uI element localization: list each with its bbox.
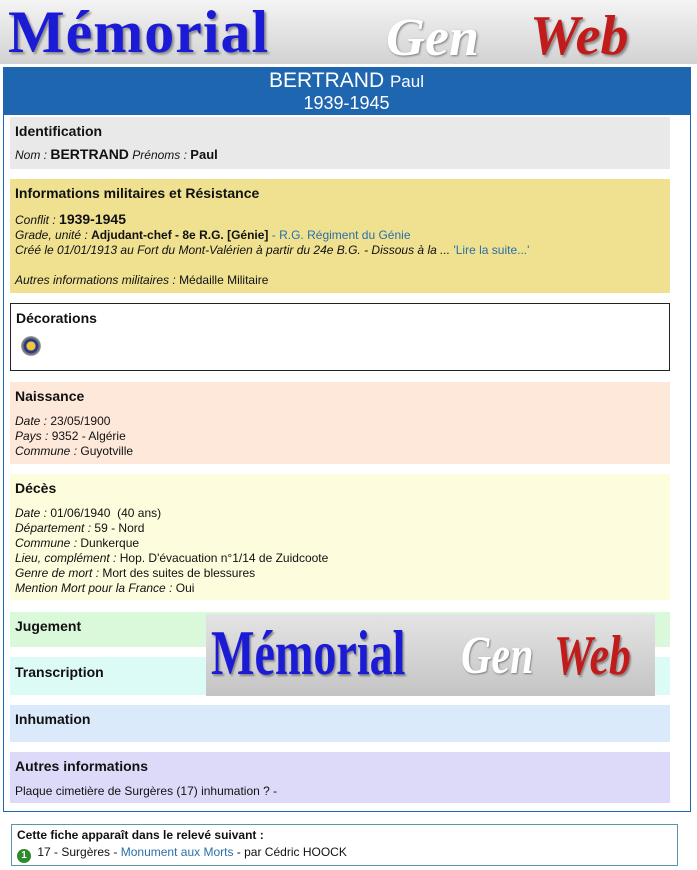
other-info-section: [10, 752, 670, 803]
birth-country-value: 9352 - Algérie: [51, 429, 126, 443]
grade-label: Grade, unité :: [15, 228, 88, 242]
mpf-line: [15, 581, 194, 595]
person-name: [3, 69, 690, 93]
conflit-line: [15, 211, 126, 227]
medal-icon[interactable]: [21, 336, 41, 356]
logo-text-memorial: Mémorial: [8, 0, 270, 64]
conflit-value: 1939-1945: [59, 211, 126, 227]
death-department-value: 59 - Nord: [94, 521, 145, 535]
conflict-period: 1939-1945: [303, 93, 390, 113]
monument-link[interactable]: Monument aux Morts: [120, 845, 234, 859]
death-commune-label: Commune :: [15, 536, 78, 550]
grade-value: Adjudant-chef - 8e R.G. [Génie]: [91, 228, 269, 242]
autres-mil-value: Médaille Militaire: [179, 273, 269, 287]
death-type-line: [15, 566, 255, 580]
section-title: Informations militaires et Résistance: [15, 185, 260, 201]
death-type-value: Mort des suites de blessures: [102, 566, 256, 580]
survey-location: 17 - Surgères -: [37, 845, 118, 859]
birth-date-label: Date :: [15, 414, 48, 428]
logo-text-gen: Gen: [461, 625, 534, 685]
mpf-value: Oui: [175, 581, 195, 595]
person-last-name: BERTRAND: [268, 69, 385, 92]
death-place-label: Lieu, complément :: [15, 551, 117, 565]
logo-text-memorial: Mémorial: [211, 617, 406, 688]
nom-value: BERTRAND: [50, 146, 129, 162]
record-title-bar: [3, 67, 690, 115]
unit-description: Créé le 01/01/1913 au Fort du Mont-Valérien à partir du 24e B.G. - Dissous à la ...: [15, 243, 451, 257]
birth-country-label: Pays :: [15, 429, 49, 443]
logo-text-gen: Gen: [386, 7, 479, 64]
section-title: Identification: [15, 123, 103, 139]
section-title: Décorations: [16, 310, 97, 326]
autres-mil-label: Autres informations militaires :: [15, 273, 176, 287]
death-type-label: Genre de mort :: [15, 566, 100, 580]
read-more-link[interactable]: 'Lire la suite...': [453, 243, 530, 257]
death-date-line: [15, 506, 161, 520]
section-title: Transcription: [15, 664, 104, 680]
mpf-label: Mention Mort pour la France :: [15, 581, 173, 595]
autres-mil-line: [15, 273, 268, 287]
section-title: Inhumation: [15, 711, 91, 727]
logo-text-web: Web: [530, 5, 629, 64]
birth-date-line: [15, 414, 110, 428]
burial-section: [10, 705, 670, 742]
birth-commune-label: Commune :: [15, 444, 78, 458]
prenoms-label: Prénoms :: [132, 148, 187, 162]
military-section: [10, 179, 670, 293]
death-date-value: 01/06/1940 (40 ans): [50, 506, 162, 520]
survey-header: Cette fiche apparaît dans le relevé suivant :: [17, 828, 264, 842]
name-line: [15, 146, 218, 162]
decorations-section: [10, 303, 670, 371]
birth-commune-line: [15, 444, 133, 458]
identification-section: [10, 117, 670, 169]
nom-label: Nom :: [15, 148, 48, 162]
unit-description-line: [15, 243, 529, 257]
birth-date-value: 23/05/1900: [50, 414, 111, 428]
death-department-label: Département :: [15, 521, 92, 535]
logo-text-web: Web: [554, 625, 631, 687]
birth-section: [10, 382, 670, 464]
section-title: Autres informations: [15, 758, 149, 774]
site-logo-banner[interactable]: [0, 0, 697, 64]
survey-author: - par Cédric HOOCK: [236, 845, 347, 859]
section-title: Jugement: [15, 618, 82, 634]
survey-entry: [17, 845, 347, 863]
death-place-value: Hop. D'évacuation n°1/14 de Zuidcoote: [119, 551, 329, 565]
section-title: Naissance: [15, 388, 85, 404]
death-commune-value: Dunkerque: [80, 536, 140, 550]
grade-line: [15, 228, 411, 242]
conflit-label: Conflit :: [15, 213, 56, 227]
death-department-line: [15, 521, 144, 535]
logo-watermark-image: [206, 614, 655, 696]
birth-commune-value: Guyotville: [80, 444, 134, 458]
person-first-name: Paul: [389, 72, 424, 91]
unit-link[interactable]: - R.G. Régiment du Génie: [271, 228, 411, 242]
death-commune-line: [15, 536, 139, 550]
prenoms-value: Paul: [190, 147, 218, 162]
death-place-line: [15, 551, 328, 565]
section-title: Décès: [15, 480, 57, 496]
survey-box: [11, 824, 678, 866]
death-date-label: Date :: [15, 506, 48, 520]
info-number-icon: 1: [17, 849, 31, 863]
death-section: [10, 474, 670, 600]
other-info-text: Plaque cimetière de Surgères (17) inhumation ? -: [15, 784, 278, 798]
birth-country-line: [15, 429, 126, 443]
